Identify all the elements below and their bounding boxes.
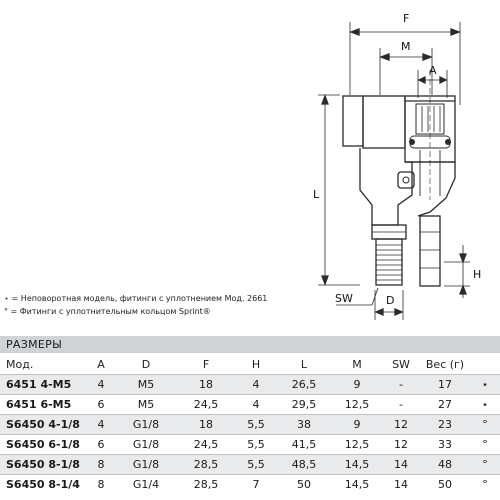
- note-text: = Фитинги с уплотнительным кольцом Sprint®: [8, 307, 211, 316]
- notes: [4, 292, 267, 318]
- dimension-label-A: A: [429, 64, 437, 77]
- note-text: = Неповоротная модель, фитинги с уплотнением Мод. 2661: [9, 294, 268, 303]
- cell-a: 6: [86, 395, 116, 415]
- dimension-label-H: H: [473, 268, 482, 281]
- cell-weight: 27: [420, 395, 470, 415]
- cell-h: 7: [236, 475, 276, 495]
- cell-model: S6450 6-1/8: [0, 435, 86, 455]
- col-header-d: D: [141, 358, 151, 371]
- cell-d: G1/8: [116, 435, 176, 455]
- col-header-weight: Вес (г): [425, 358, 465, 371]
- table-row: [0, 415, 500, 435]
- cell-model: S6450 8-1/8: [0, 455, 86, 475]
- cell-a: 6: [86, 435, 116, 455]
- cell-sw: -: [382, 395, 420, 415]
- note-non-rotating: [4, 292, 267, 305]
- dimension-label-F: F: [403, 12, 410, 25]
- dimension-label-D: D: [386, 294, 395, 307]
- note-symbol: ⋆: [4, 294, 10, 303]
- col-header-sw: SW: [392, 358, 410, 371]
- cell-f: 28,5: [176, 455, 236, 475]
- cell-d: M5: [116, 375, 176, 395]
- dimension-label-SW: SW: [335, 292, 353, 305]
- note-sprint: [4, 305, 267, 318]
- table-header-row: [0, 355, 500, 375]
- table-row: [0, 455, 500, 475]
- cell-f: 18: [176, 375, 236, 395]
- col-header-f: F: [202, 358, 210, 371]
- cell-a: 4: [86, 375, 116, 395]
- cell-d: M5: [116, 395, 176, 415]
- cell-m: 9: [332, 375, 382, 395]
- cell-weight: 33: [420, 435, 470, 455]
- cell-l: 26,5: [276, 375, 332, 395]
- dimension-label-M: M: [401, 40, 411, 53]
- cell-mark: °: [470, 475, 500, 495]
- cell-weight: 48: [420, 455, 470, 475]
- section-title: РАЗМЕРЫ: [0, 336, 500, 353]
- table-row: [0, 435, 500, 455]
- cell-d: G1/4: [116, 475, 176, 495]
- cell-h: 5,5: [236, 435, 276, 455]
- cell-h: 4: [236, 395, 276, 415]
- cell-model: 6451 6-M5: [0, 395, 86, 415]
- cell-h: 5,5: [236, 415, 276, 435]
- cell-l: 38: [276, 415, 332, 435]
- cell-model: S6450 4-1/8: [0, 415, 86, 435]
- cell-f: 18: [176, 415, 236, 435]
- cell-mark: °: [470, 435, 500, 455]
- cell-m: 12,5: [332, 395, 382, 415]
- dimension-label-L: L: [313, 188, 320, 201]
- note-symbol: °: [4, 307, 8, 316]
- col-header-l: L: [300, 358, 308, 371]
- cell-m: 14,5: [332, 475, 382, 495]
- cell-m: 14,5: [332, 455, 382, 475]
- cell-d: G1/8: [116, 455, 176, 475]
- cell-f: 28,5: [176, 475, 236, 495]
- cell-a: 4: [86, 415, 116, 435]
- table-row: [0, 475, 500, 495]
- cell-d: G1/8: [116, 415, 176, 435]
- cell-h: 4: [236, 375, 276, 395]
- cell-model: S6450 8-1/4: [0, 475, 86, 495]
- cell-f: 24,5: [176, 435, 236, 455]
- cell-l: 41,5: [276, 435, 332, 455]
- cell-a: 8: [86, 455, 116, 475]
- cell-sw: 12: [382, 415, 420, 435]
- cell-mark: ⋆: [470, 375, 500, 395]
- cell-l: 29,5: [276, 395, 332, 415]
- dimensions-table: [0, 355, 500, 494]
- col-header-m: M: [352, 358, 362, 371]
- cell-l: 50: [276, 475, 332, 495]
- cell-weight: 17: [420, 375, 470, 395]
- col-header-a: A: [97, 358, 105, 371]
- cell-sw: 14: [382, 455, 420, 475]
- cell-weight: 23: [420, 415, 470, 435]
- cell-f: 24,5: [176, 395, 236, 415]
- cell-l: 48,5: [276, 455, 332, 475]
- cell-mark: °: [470, 455, 500, 475]
- cell-sw: 14: [382, 475, 420, 495]
- cell-sw: -: [382, 375, 420, 395]
- table-row: [0, 375, 500, 395]
- cell-m: 12,5: [332, 435, 382, 455]
- cell-model: 6451 4-M5: [0, 375, 86, 395]
- cell-mark: ⋆: [470, 395, 500, 415]
- cell-sw: 12: [382, 435, 420, 455]
- cell-a: 8: [86, 475, 116, 495]
- cell-mark: °: [470, 415, 500, 435]
- col-header-mark: [470, 355, 500, 375]
- table-row: [0, 395, 500, 415]
- cell-h: 5,5: [236, 455, 276, 475]
- col-header-model: Мод.: [6, 358, 34, 371]
- cell-m: 9: [332, 415, 382, 435]
- cell-weight: 50: [420, 475, 470, 495]
- col-header-h: H: [251, 358, 261, 371]
